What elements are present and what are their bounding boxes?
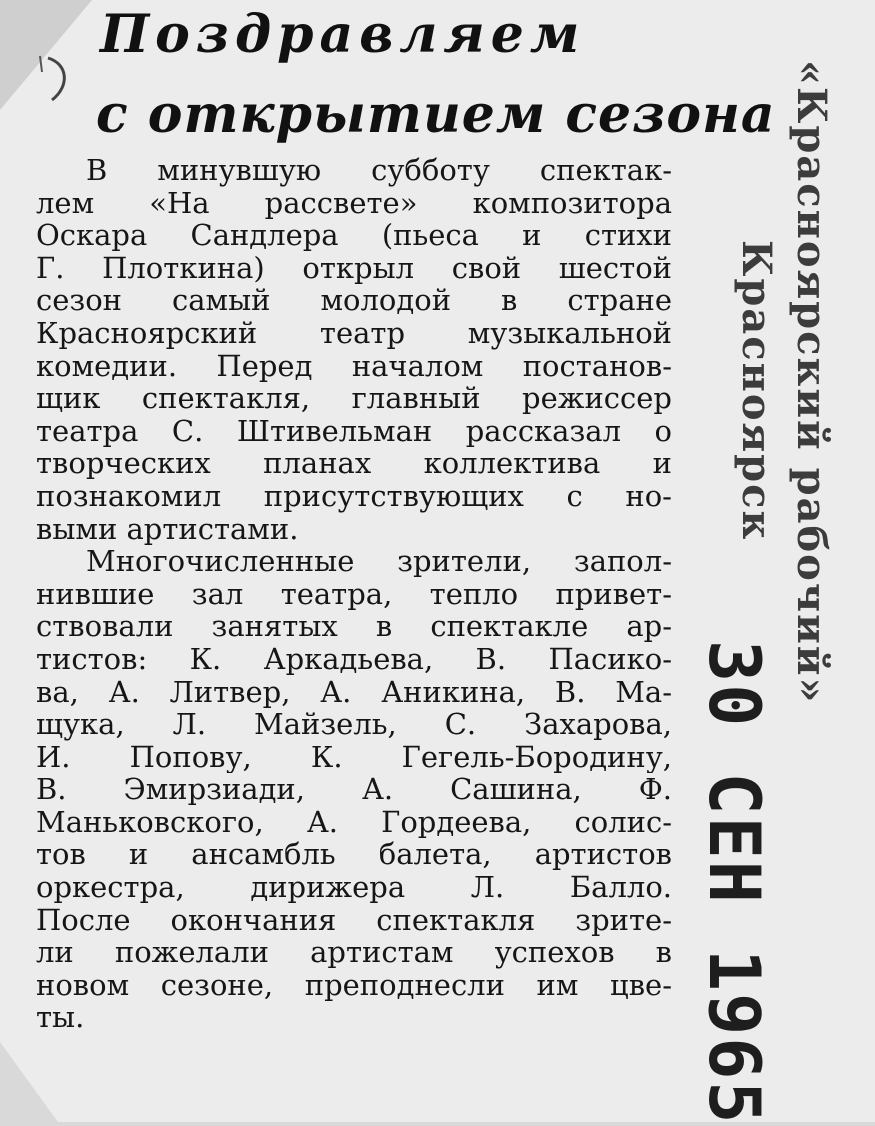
text-line: тов и ансамбль балета, артистов [36, 838, 672, 872]
text-line: выми артистами. [36, 512, 299, 546]
headline-line-1: Поздравляем [100, 4, 586, 65]
text-line: творческих планах коллектива и [36, 447, 672, 480]
text-line: Многочисленные зрители, запол- [86, 545, 672, 578]
text-line: познакомил присутствующих с но- [36, 479, 672, 513]
text-line: новом сезоне, преподнесли им цве- [36, 968, 672, 1002]
text-line: В минувшую субботу спектак- [86, 154, 672, 187]
text-line: ствовали занятых в спектакле ар- [36, 610, 672, 643]
text-line: оркестра, дирижера Л. Балло. [36, 871, 672, 904]
text-line: нившие зал театра, тепло привет- [36, 577, 672, 611]
text-line: комедии. Перед началом постанов- [36, 349, 672, 383]
pencil-mark-icon [30, 50, 70, 110]
text-line: щука, Л. Майзель, С. Захарова, [36, 708, 672, 741]
text-line: тистов: К. Аркадьева, В. Пасико- [36, 642, 672, 676]
headline-line-2: с открытием сезона [96, 84, 776, 145]
source-stamp-city: Красноярск [733, 240, 780, 542]
date-stamp: 30 СЕН 1965 [693, 640, 775, 1126]
text-line: ли пожелали артистам успехов в [36, 936, 672, 969]
source-stamp-newspaper: «Красноярский рабочий» [788, 60, 835, 705]
text-line: лем «На рассвете» композитора [36, 186, 672, 220]
text-line: Г. Плоткина) открыл свой шестой [36, 251, 672, 285]
text-line: ты. [36, 1001, 85, 1035]
text-line: театра С. Штивельман рассказал о [36, 414, 672, 448]
article-body [36, 154, 672, 1034]
text-line: И. Попову, К. Гегель-Бородину, [36, 740, 672, 774]
text-line: Маньковского, А. Гордеева, солис- [36, 805, 672, 839]
text-line: В. Эмирзиади, А. Сашина, Ф. [36, 773, 672, 806]
text-line: щик спектакля, главный режиссер [36, 382, 672, 415]
text-line: Красноярский театр музыкальной [36, 316, 672, 350]
text-line: сезон самый молодой в стране [36, 284, 672, 317]
text-line: Оскара Сандлера (пьеса и стихи [36, 219, 672, 252]
text-line: ва, А. Литвер, А. Аникина, В. Ма- [36, 675, 672, 709]
text-line: После окончания спектакля зрите- [36, 903, 672, 937]
